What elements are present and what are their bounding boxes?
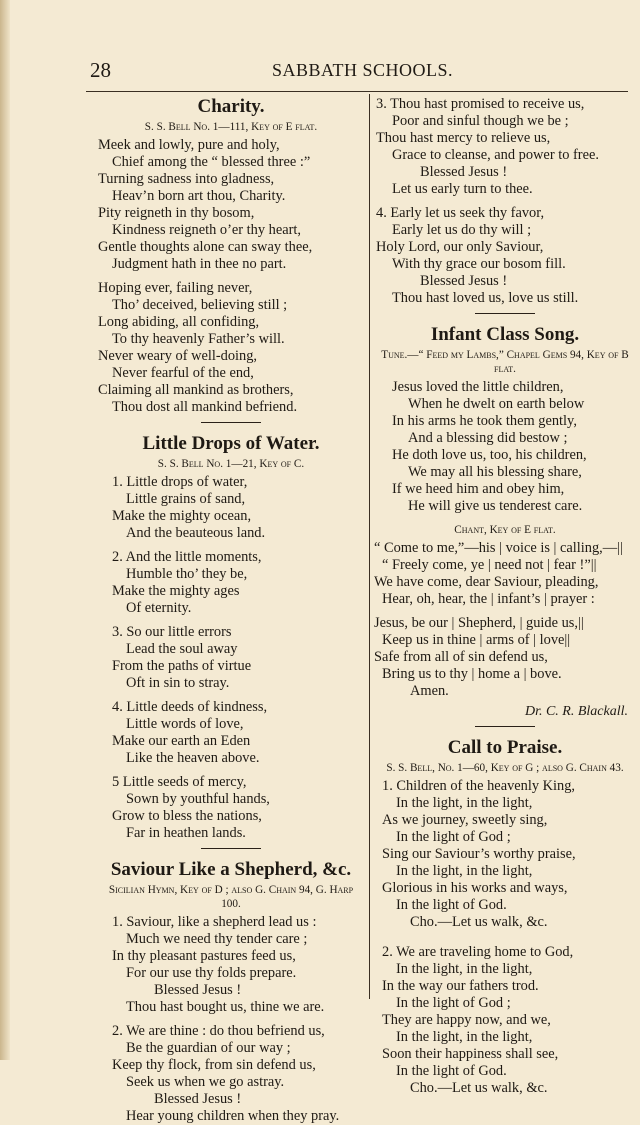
verse-line: Sing our Saviour’s worthy praise,: [382, 846, 576, 862]
verse-line: Keep us in thine | arms of | love||: [382, 632, 571, 648]
verse-line: Like the heaven above.: [126, 750, 260, 766]
page-header: [90, 58, 610, 82]
verse-line: In the light, in the light,: [396, 961, 533, 977]
verse-line: Thou dost all mankind befriend.: [112, 399, 298, 415]
verse-line: If we heed him and obey him,: [392, 481, 565, 497]
verse-line: Jesus loved the little children,: [392, 379, 564, 395]
section-rule: [475, 726, 535, 727]
verse-line: Be the guardian of our way ;: [126, 1040, 291, 1056]
verse-line: In the light, in the light,: [396, 863, 533, 879]
hymn-section: [374, 96, 636, 307]
verse-line: In the way our fathers trod.: [382, 978, 539, 994]
verse-line: “ Come to me,”—his | voice is | calling,—||: [374, 540, 623, 556]
verse-line: Tho’ deceived, believing still ;: [112, 297, 288, 313]
hymn-title: Infant Class Song.: [430, 324, 580, 345]
verse-line: Grace to cleanse, and power to free.: [392, 147, 599, 163]
verse-line: Blessed Jesus !: [154, 1091, 242, 1107]
verse-line: Little words of love,: [126, 716, 244, 732]
verse-line: And the beauteous land.: [126, 525, 266, 541]
verse-line: Make the mighty ocean,: [112, 508, 252, 524]
hymn-section: [374, 313, 636, 515]
hymn-section: [374, 523, 636, 720]
hymn-title: Little Drops of Water.: [142, 433, 320, 454]
verse-line: Judgment hath in thee no part.: [112, 256, 287, 272]
verse-line: Oft in sin to stray.: [126, 675, 230, 691]
verse-line: Jesus, be our | Shepherd, | guide us,||: [374, 615, 584, 631]
hymn-title: Charity.: [197, 96, 265, 117]
verse-line: Hoping ever, failing never,: [98, 280, 253, 296]
verse-line: Soon their happiness shall see,: [382, 1046, 559, 1062]
hymn-title: Saviour Like a Shepherd, &c.: [110, 859, 352, 880]
hymn-title: Call to Praise.: [447, 737, 563, 758]
verse-line: Much we need thy tender care ;: [126, 931, 308, 947]
hymn-section: [98, 422, 364, 842]
verse-line: Never fearful of the end,: [112, 365, 254, 381]
verse-line: From the paths of virtue: [112, 658, 252, 674]
verse-line: Gentle thoughts alone can sway thee,: [98, 239, 313, 255]
verse-line: Grow to bless the nations,: [112, 808, 262, 824]
left-column: [98, 96, 364, 1125]
verse-line: In the light, in the light,: [396, 1029, 533, 1045]
running-title: SABBATH SCHOOLS.: [272, 60, 454, 80]
verse-line: Heav’n born art thou, Charity.: [112, 188, 286, 204]
verse-line: When he dwelt on earth below: [408, 396, 585, 412]
hymn-section: [98, 96, 364, 416]
verse-line: Thou hast loved us, love us still.: [392, 290, 579, 306]
verse-line: Poor and sinful though we be ;: [392, 113, 569, 129]
verse-line: 4. Early let us seek thy favor,: [376, 205, 545, 221]
verse-line: Keep thy flock, from sin defend us,: [112, 1057, 316, 1073]
verse-line: In the light, in the light,: [396, 795, 533, 811]
verse-line: We have come, dear Saviour, pleading,: [374, 574, 599, 590]
verse-line: Holy Lord, our only Saviour,: [376, 239, 544, 255]
verse-line: 2. We are thine : do thou befriend us,: [112, 1023, 325, 1039]
verse-line: We may all his blessing share,: [408, 464, 582, 480]
verse-line: Long abiding, all confiding,: [98, 314, 260, 330]
verse-line: Meek and lowly, pure and holy,: [98, 137, 280, 153]
verse-line: Blessed Jesus !: [154, 982, 242, 998]
verse-line: In the light of God ;: [396, 829, 511, 845]
verse-line: 1. Little drops of water,: [112, 474, 248, 490]
hymn-section: [374, 726, 636, 1097]
verse-line: They are happy now, and we,: [382, 1012, 551, 1028]
section-rule: [201, 422, 261, 423]
verse-line: He doth love us, too, his children,: [392, 447, 587, 463]
verse-line: Blessed Jesus !: [420, 164, 508, 180]
verse-line: Cho.—Let us walk, &c.: [410, 914, 548, 930]
header-rule: [86, 91, 628, 92]
verse-line: He will give us tenderest care.: [408, 498, 583, 514]
tune-reference: S. S. Bell No. 1—111, Key of E flat.: [144, 121, 318, 133]
page-number: 28: [90, 58, 111, 82]
verse-line: To thy heavenly Father’s will.: [112, 331, 285, 347]
verse-line: Hear young children when they pray.: [126, 1108, 340, 1124]
section-rule: [201, 848, 261, 849]
verse-line: Seek us when we go astray.: [126, 1074, 285, 1090]
verse-line: Kindness reigneth o’er thy heart,: [112, 222, 302, 238]
verse-line: Claiming all mankind as brothers,: [98, 382, 294, 398]
hymn-section: [98, 848, 364, 1125]
verse-line: Sown by youthful hands,: [126, 791, 270, 807]
verse-line: Amen.: [410, 683, 449, 699]
verse-line: In the light of God.: [396, 1063, 507, 1079]
verse-line: For our use thy folds prepare.: [126, 965, 297, 981]
verse-line: Bring us to thy | home a | bove.: [382, 666, 562, 682]
verse-line: 3. Thou hast promised to receive us,: [376, 96, 585, 112]
verse-line: Turning sadness into gladness,: [98, 171, 275, 187]
verse-line: Hear, oh, hear, the | infant’s | prayer :: [382, 591, 595, 607]
verse-line: Make our earth an Eden: [112, 733, 251, 749]
verse-line: And a blessing did bestow ;: [408, 430, 568, 446]
author-credit: Dr. C. R. Blackall.: [524, 704, 628, 719]
right-column: [374, 96, 636, 1097]
verse-line: Humble tho’ they be,: [126, 566, 248, 582]
verse-line: Blessed Jesus !: [420, 273, 508, 289]
verse-line: Chief among the “ blessed three :”: [112, 154, 311, 170]
section-rule: [475, 313, 535, 314]
verse-line: In his arms he took them gently,: [392, 413, 577, 429]
verse-line: Of eternity.: [126, 600, 192, 616]
verse-line: Make the mighty ages: [112, 583, 240, 599]
verse-line: As we journey, sweetly sing,: [382, 812, 548, 828]
verse-line: Early let us do thy will ;: [392, 222, 532, 238]
verse-line: Thou hast mercy to relieve us,: [376, 130, 551, 146]
column-divider: [369, 94, 370, 999]
verse-line: 2. And the little moments,: [112, 549, 262, 565]
verse-line: Thou hast bought us, thine we are.: [126, 999, 325, 1015]
tune-reference: Sicilian Hymn, Key of D ; also G. Chain 94, G. Harp 100.: [108, 884, 354, 910]
tune-reference: Tune.—“ Feed my Lambs,” Chapel Gems 94, Key of B flat.: [381, 349, 629, 375]
page-edge: [0, 0, 10, 1060]
verse-line: “ Freely come, ye | need not | fear !”||: [382, 557, 597, 573]
verse-line: 1. Children of the heavenly King,: [382, 778, 576, 794]
verse-line: Glorious in his works and ways,: [382, 880, 568, 896]
verse-line: Lead the soul away: [126, 641, 238, 657]
verse-line: 4. Little deeds of kindness,: [112, 699, 268, 715]
verse-line: Let us early turn to thee.: [392, 181, 533, 197]
verse-line: Far in heathen lands.: [126, 825, 246, 841]
tune-reference: S. S. Bell, No. 1—60, Key of G ; also G. Chain 43.: [386, 762, 624, 774]
verse-line: 5 Little seeds of mercy,: [112, 774, 247, 790]
tune-reference: Chant, Key of E flat.: [454, 524, 556, 536]
tune-reference: S. S. Bell No. 1—21, Key of C.: [157, 458, 305, 470]
verse-line: Pity reigneth in thy bosom,: [98, 205, 255, 221]
verse-line: In thy pleasant pastures feed us,: [112, 948, 296, 964]
verse-line: 1. Saviour, like a shepherd lead us :: [112, 914, 317, 930]
verse-line: 3. So our little errors: [112, 624, 232, 640]
verse-line: Never weary of well-doing,: [98, 348, 258, 364]
verse-line: Safe from all of sin defend us,: [374, 649, 548, 665]
verse-line: Little grains of sand,: [126, 491, 246, 507]
verse-line: In the light of God ;: [396, 995, 511, 1011]
verse-line: In the light of God.: [396, 897, 507, 913]
verse-line: Cho.—Let us walk, &c.: [410, 1080, 548, 1096]
verse-line: 2. We are traveling home to God,: [382, 944, 574, 960]
verse-line: With thy grace our bosom fill.: [392, 256, 566, 272]
